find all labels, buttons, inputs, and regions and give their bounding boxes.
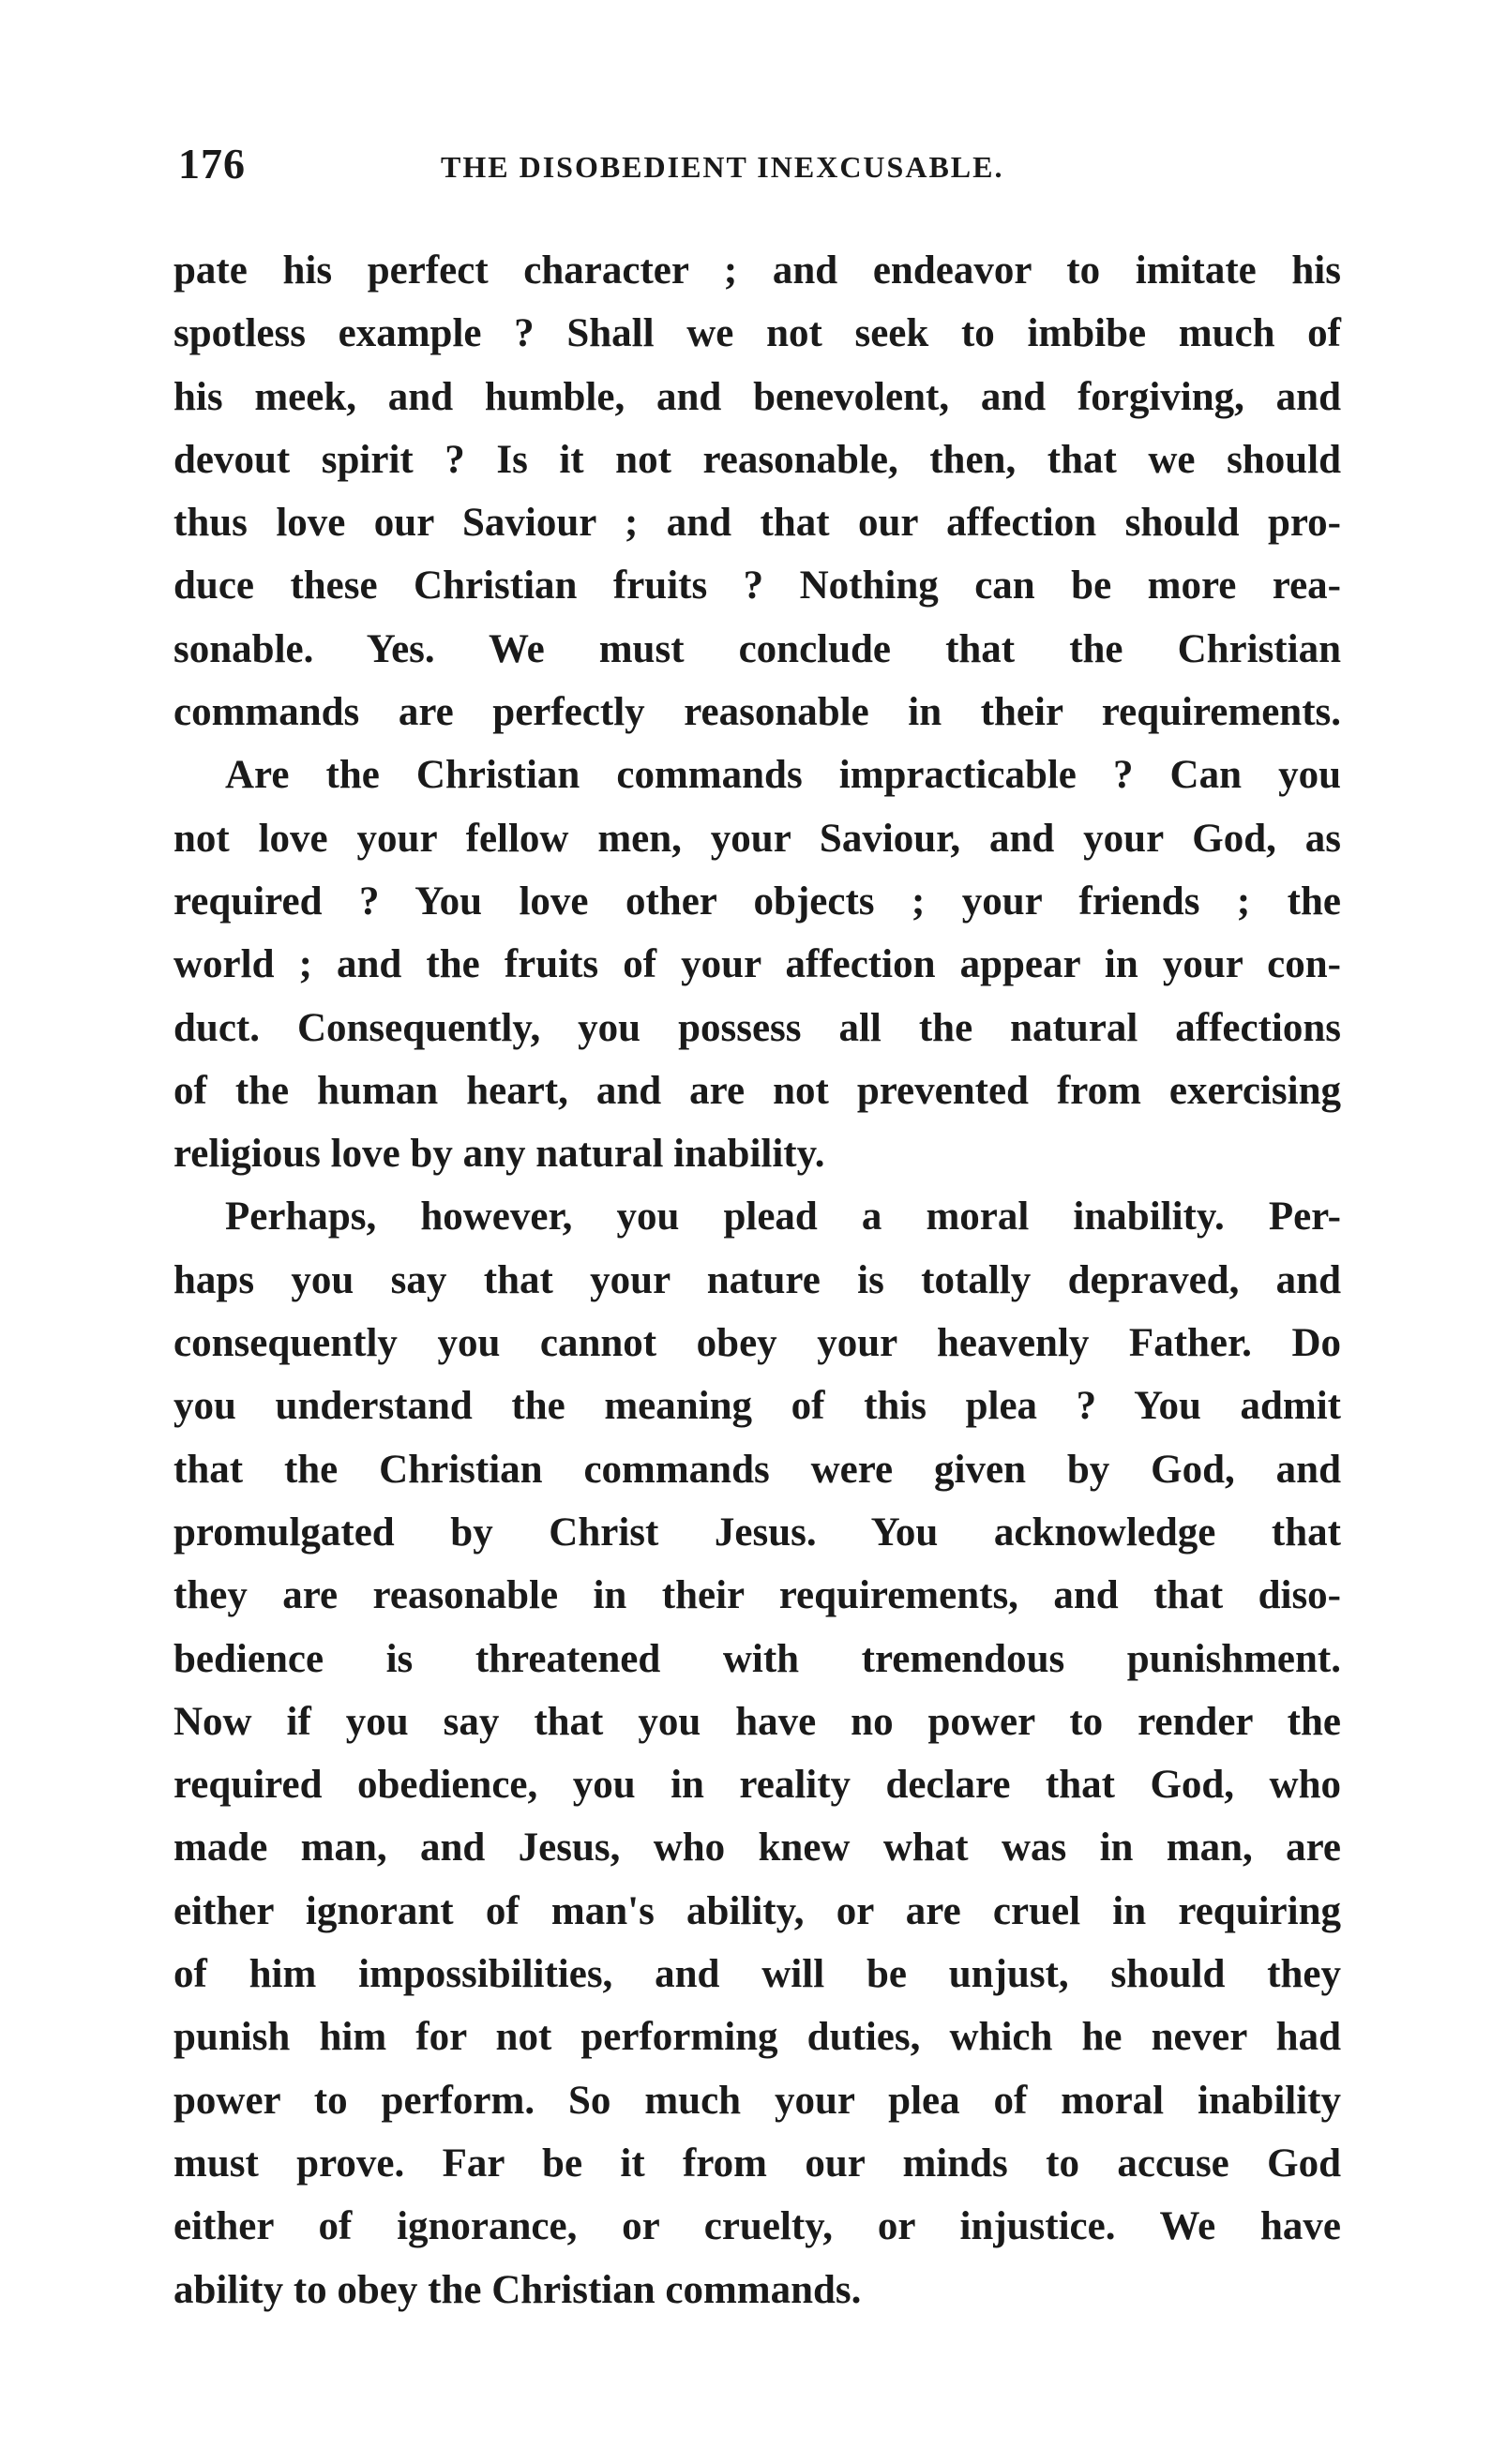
text-line: religious love by any natural inability. [173, 1132, 825, 1177]
text-line: promulgated by Christ Jesus. You acknowledge that [173, 1510, 1341, 1555]
text-line: his meek, and humble, and benevolent, and forgiving, and [173, 374, 1341, 419]
text-line: duce these Christian fruits ? Nothing can be more rea- [173, 563, 1341, 608]
text-line: ability to obey the Christian commands. [173, 2267, 862, 2312]
running-title: THE DISOBEDIENT INEXCUSABLE. [441, 150, 1004, 184]
page-number: 176 [178, 140, 246, 188]
text-line: sonable. Yes. We must conclude that the Christian [173, 626, 1341, 671]
running-head [178, 139, 1341, 195]
text-line: that the Christian commands were given by God, and [173, 1447, 1341, 1492]
text-line: commands are perfectly reasonable in their requirements. [173, 690, 1341, 735]
text-line: duct. Consequently, you possess all the natural affections [173, 1005, 1341, 1050]
text-line: spotless example ? Shall we not seek to imbibe much of [173, 311, 1341, 356]
text-line: not love your fellow men, your Saviour, and your God, as [173, 816, 1341, 861]
text-line: they are reasonable in their requirements, and that diso- [173, 1573, 1341, 1618]
text-line: pate his perfect character ; and endeavor to imitate his [173, 248, 1341, 293]
text-line: you understand the meaning of this plea ? You admit [173, 1384, 1341, 1429]
text-line: power to perform. So much your plea of moral inability [173, 2078, 1341, 2123]
text-line: either ignorant of man's ability, or are cruel in requiring [173, 1888, 1341, 1933]
text-line: bedience is threatened with tremendous punishment. [173, 1636, 1341, 1681]
text-line: Perhaps, however, you plead a moral inability. Per- [225, 1194, 1341, 1240]
text-line: consequently you cannot obey your heavenly Father. Do [173, 1321, 1341, 1366]
text-line: of him impossibilities, and will be unjust, should they [173, 1952, 1341, 1997]
text-line: made man, and Jesus, who knew what was in man, are [173, 1825, 1341, 1871]
text-line: punish him for not performing duties, which he never had [173, 2015, 1341, 2060]
text-line: required obedience, you in reality declare that God, who [173, 1763, 1341, 1808]
text-line: either of ignorance, or cruelty, or injustice. We have [173, 2204, 1341, 2249]
body-text [173, 239, 1341, 2321]
text-line: must prove. Far be it from our minds to accuse God [173, 2141, 1341, 2186]
text-line: Are the Christian commands impracticable ? Can you [225, 753, 1341, 798]
text-line: of the human heart, and are not prevented from exercising [173, 1068, 1341, 1113]
text-line: devout spirit ? Is it not reasonable, then, that we should [173, 437, 1341, 482]
text-line: thus love our Saviour ; and that our affection should pro- [173, 501, 1341, 546]
text-line: required ? You love other objects ; your friends ; the [173, 879, 1341, 924]
text-line: haps you say that your nature is totally depraved, and [173, 1257, 1341, 1302]
text-line: world ; and the fruits of your affection appear in your con- [173, 942, 1341, 987]
text-line: Now if you say that you have no power to render the [173, 1699, 1341, 1744]
